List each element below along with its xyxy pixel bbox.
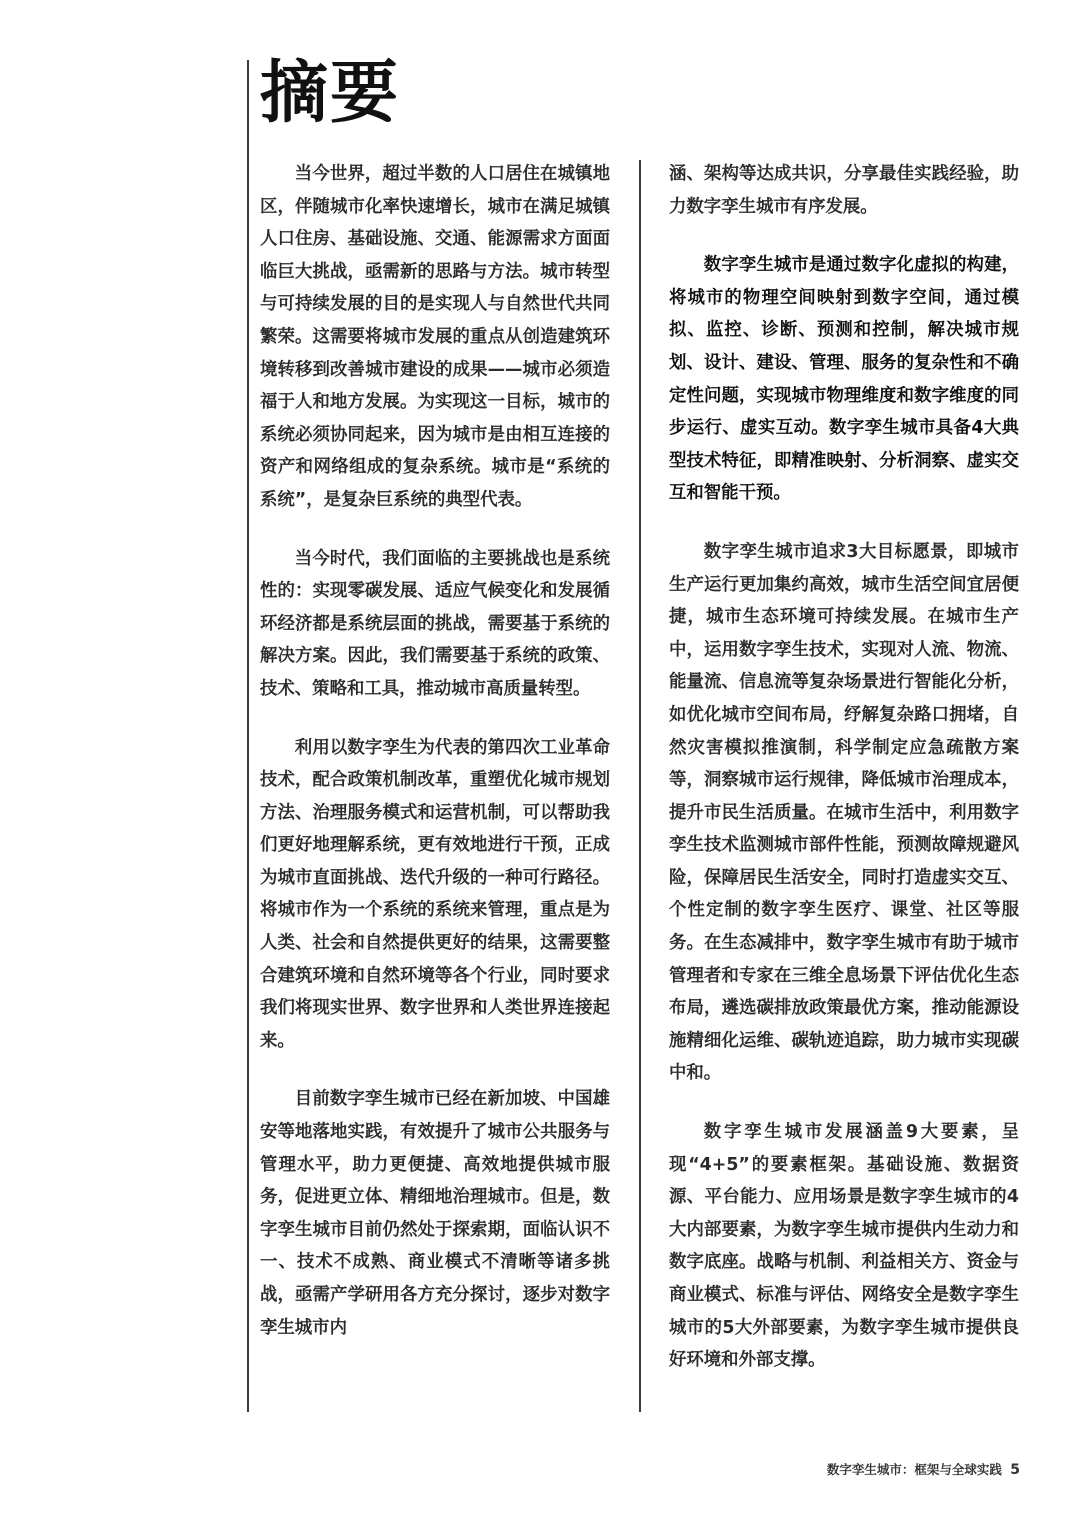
paragraph-goals: 数字孪生城市追求3大目标愿景，即城市生产运行更加集约高效，城市生活空间宜居便捷，城市生态环境可持续发展。在城市生产中，运用数字孪生技术，实现对人流、物流、能量流、信息流等复杂场景进行智能化分析，如优化城市空间布局，纾解复杂路口拥堵，自然灾害模拟推演制，科学制定应急疏散方案等，洞察城市运行规律，降低城市治理成本，提升市民生活质量。在城市生活中，利用数字孪生技术监测城市部件性能，预测故障规避风险，保障居民生活安全，同时打造虚实交互、个性定制的数字孪生医疗、课堂、社区等服务。在生态减排中，数字孪生城市有助于城市管理者和专家在三维全息场景下评估优化生态布局，遴选碳排放政策最优方案，推动能源设施精细化运维、碳轨迹追踪，助力城市实现碳中和。 xyxy=(669,541,1019,1084)
page-number: 5 xyxy=(1010,1462,1020,1478)
paragraph-continued: 涵、架构等达成共识，分享最佳实践经验，助力数字孪生城市有序发展。 xyxy=(669,164,1019,217)
paragraph-urbanization: 当今世界，超过半数的人口居住在城镇地区，伴随城市化率快速增长，城市在满足城镇人口住房、基础设施、交通、能源需求方面面临巨大挑战，亟需新的思路与方法。城市转型与可持续发展的目的是实现人与自然世代共同繁荣。这需要将城市发展的重点从创造建筑环境转移到改善城市建设的成果——城市必须造福于人和地方发展。为实现这一目标，城市的系统必须协同起来，因为城市是由相互连接的资产和网络组成的复杂系统。城市是“系统的系统”，是复杂巨系统的典型代表。 xyxy=(260,164,610,510)
paragraph-current-practice: 目前数字孪生城市已经在新加坡、中国雄安等地落地实践，有效提升了城市公共服务与管理水平，助力更便捷、高效地提供城市服务，促进更立体、精细地治理城市。但是，数字孪生城市目前仍然处于探索期，面临认识不一、技术不成熟、商业模式不清晰等诸多挑战，亟需产学研用各方充分探讨，逐步对数字孪生城市内 xyxy=(260,1089,610,1338)
left-column xyxy=(260,158,610,1370)
column-divider xyxy=(639,160,641,1412)
page-footer xyxy=(800,1460,1020,1478)
paragraph-fourth-industrial-revolution: 利用以数字孪生为代表的第四次工业革命技术，配合政策机制改革，重塑优化城市规划方法、治理服务模式和运营机制，可以帮助我们更好地理解系统，更有效地进行干预，正成为城市直面挑战、迭代升级的一种可行路径。将城市作为一个系统的系统来管理，重点是为人类、社会和自然提供更好的结果，这需要整合建筑环境和自然环境等各个行业，同时要求我们将现实世界、数字世界和人类世界连接起来。 xyxy=(260,737,610,1051)
paragraph-systemic-challenges: 当今时代，我们面临的主要挑战也是系统性的：实现零碳发展、适应气候变化和发展循环经济都是系统层面的挑战，需要基于系统的解决方案。因此，我们需要基于系统的政策、技术、策略和工具，推动城市高质量转型。 xyxy=(260,548,610,699)
left-rule xyxy=(247,60,249,1412)
running-title: 数字孪生城市：框架与全球实践 xyxy=(826,1462,1002,1477)
paragraph-definition: 数字孪生城市是通过数字化虚拟的构建，将城市的物理空间映射到数字空间，通过模拟、监控、诊断、预测和控制，解决城市规划、设计、建设、管理、服务的复杂性和不确定性问题，实现城市物理维度和数字维度的同步运行、虚实互动。数字孪生城市具备4大典型技术特征，即精准映射、分析洞察、虚实交互和智能干预。 xyxy=(669,255,1019,504)
page-title: 摘要 xyxy=(260,54,401,133)
paragraph-framework: 数字孪生城市发展涵盖9大要素，呈现“4+5”的要素框架。基础设施、数据资源、平台能力、应用场景是数字孪生城市的4大内部要素，为数字孪生城市提供内生动力和数字底座。战略与机制、利益相关方、资金与商业模式、标准与评估、网络安全是数字孪生城市的5大外部要素，为数字孪生城市提供良好环境和外部支撑。 xyxy=(669,1122,1019,1371)
right-column xyxy=(669,158,1019,1403)
